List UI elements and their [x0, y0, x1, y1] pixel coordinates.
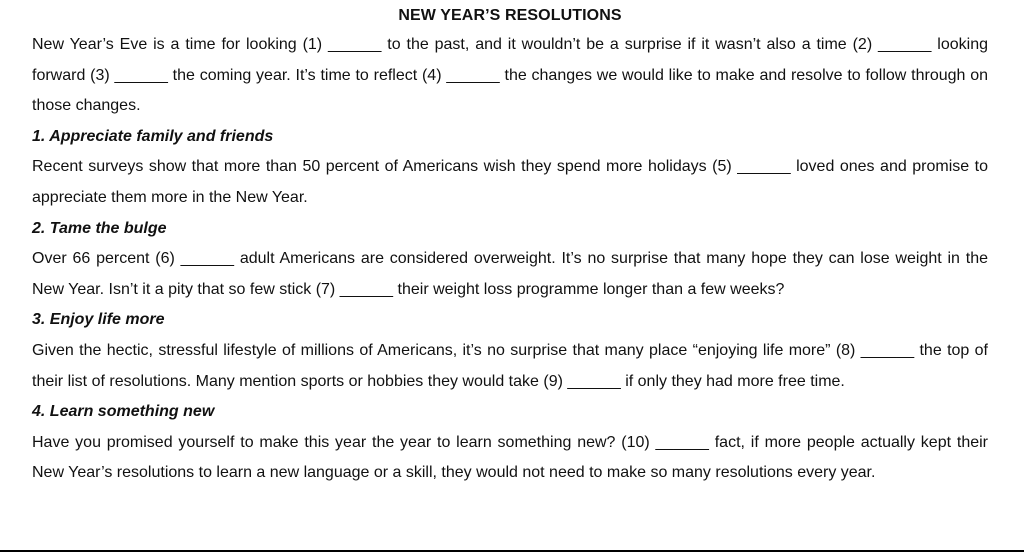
section-paragraph-appreciate: Recent surveys show that more than 50 percent of Americans wish they spend more holidays (5) ______ loved ones and promise to appreciate them more in the New Year. — [32, 158, 988, 206]
page-title: NEW YEAR’S RESOLUTIONS — [398, 7, 622, 24]
section-heading-bulge: 2. Tame the bulge — [32, 219, 167, 237]
section-heading-enjoy: 3. Enjoy life more — [32, 311, 165, 329]
section-paragraph-learn: Have you promised yourself to make this year the year to learn something new? (10) ______ fact, if more people actually kept their New Year’s resolutions to learn a new language or a skill, they would not need to make so many resolutions every year. — [32, 433, 988, 482]
section-heading-appreciate: 1. Appreciate family and friends — [32, 127, 274, 145]
intro-paragraph: New Year’s Eve is a time for looking (1) ______ to the past, and it wouldn’t be a surprise if it wasn’t also a time (2) ______ looking forward (3) ______ the coming year. It’s time to reflect (4) ______ the changes we would like to make and resolve to follow through on those changes. — [32, 36, 988, 115]
bottom-border-line — [0, 550, 1024, 552]
section-paragraph-enjoy: Given the hectic, stressful lifestyle of millions of Americans, it’s no surprise that many place “enjoying life more” (8) ______ the top of their list of resolutions. Many mention sports or hobbies they would take (9) ______ if only they had more free time. — [32, 341, 988, 390]
section-paragraph-bulge: Over 66 percent (6) ______ adult Americans are considered overweight. It’s no surprise that many hope they can lose weight in the New Year. Isn’t it a pity that so few stick (7) ______ their weight loss programme longer than a few weeks? — [32, 250, 988, 298]
section-heading-learn: 4. Learn something new — [32, 403, 215, 421]
